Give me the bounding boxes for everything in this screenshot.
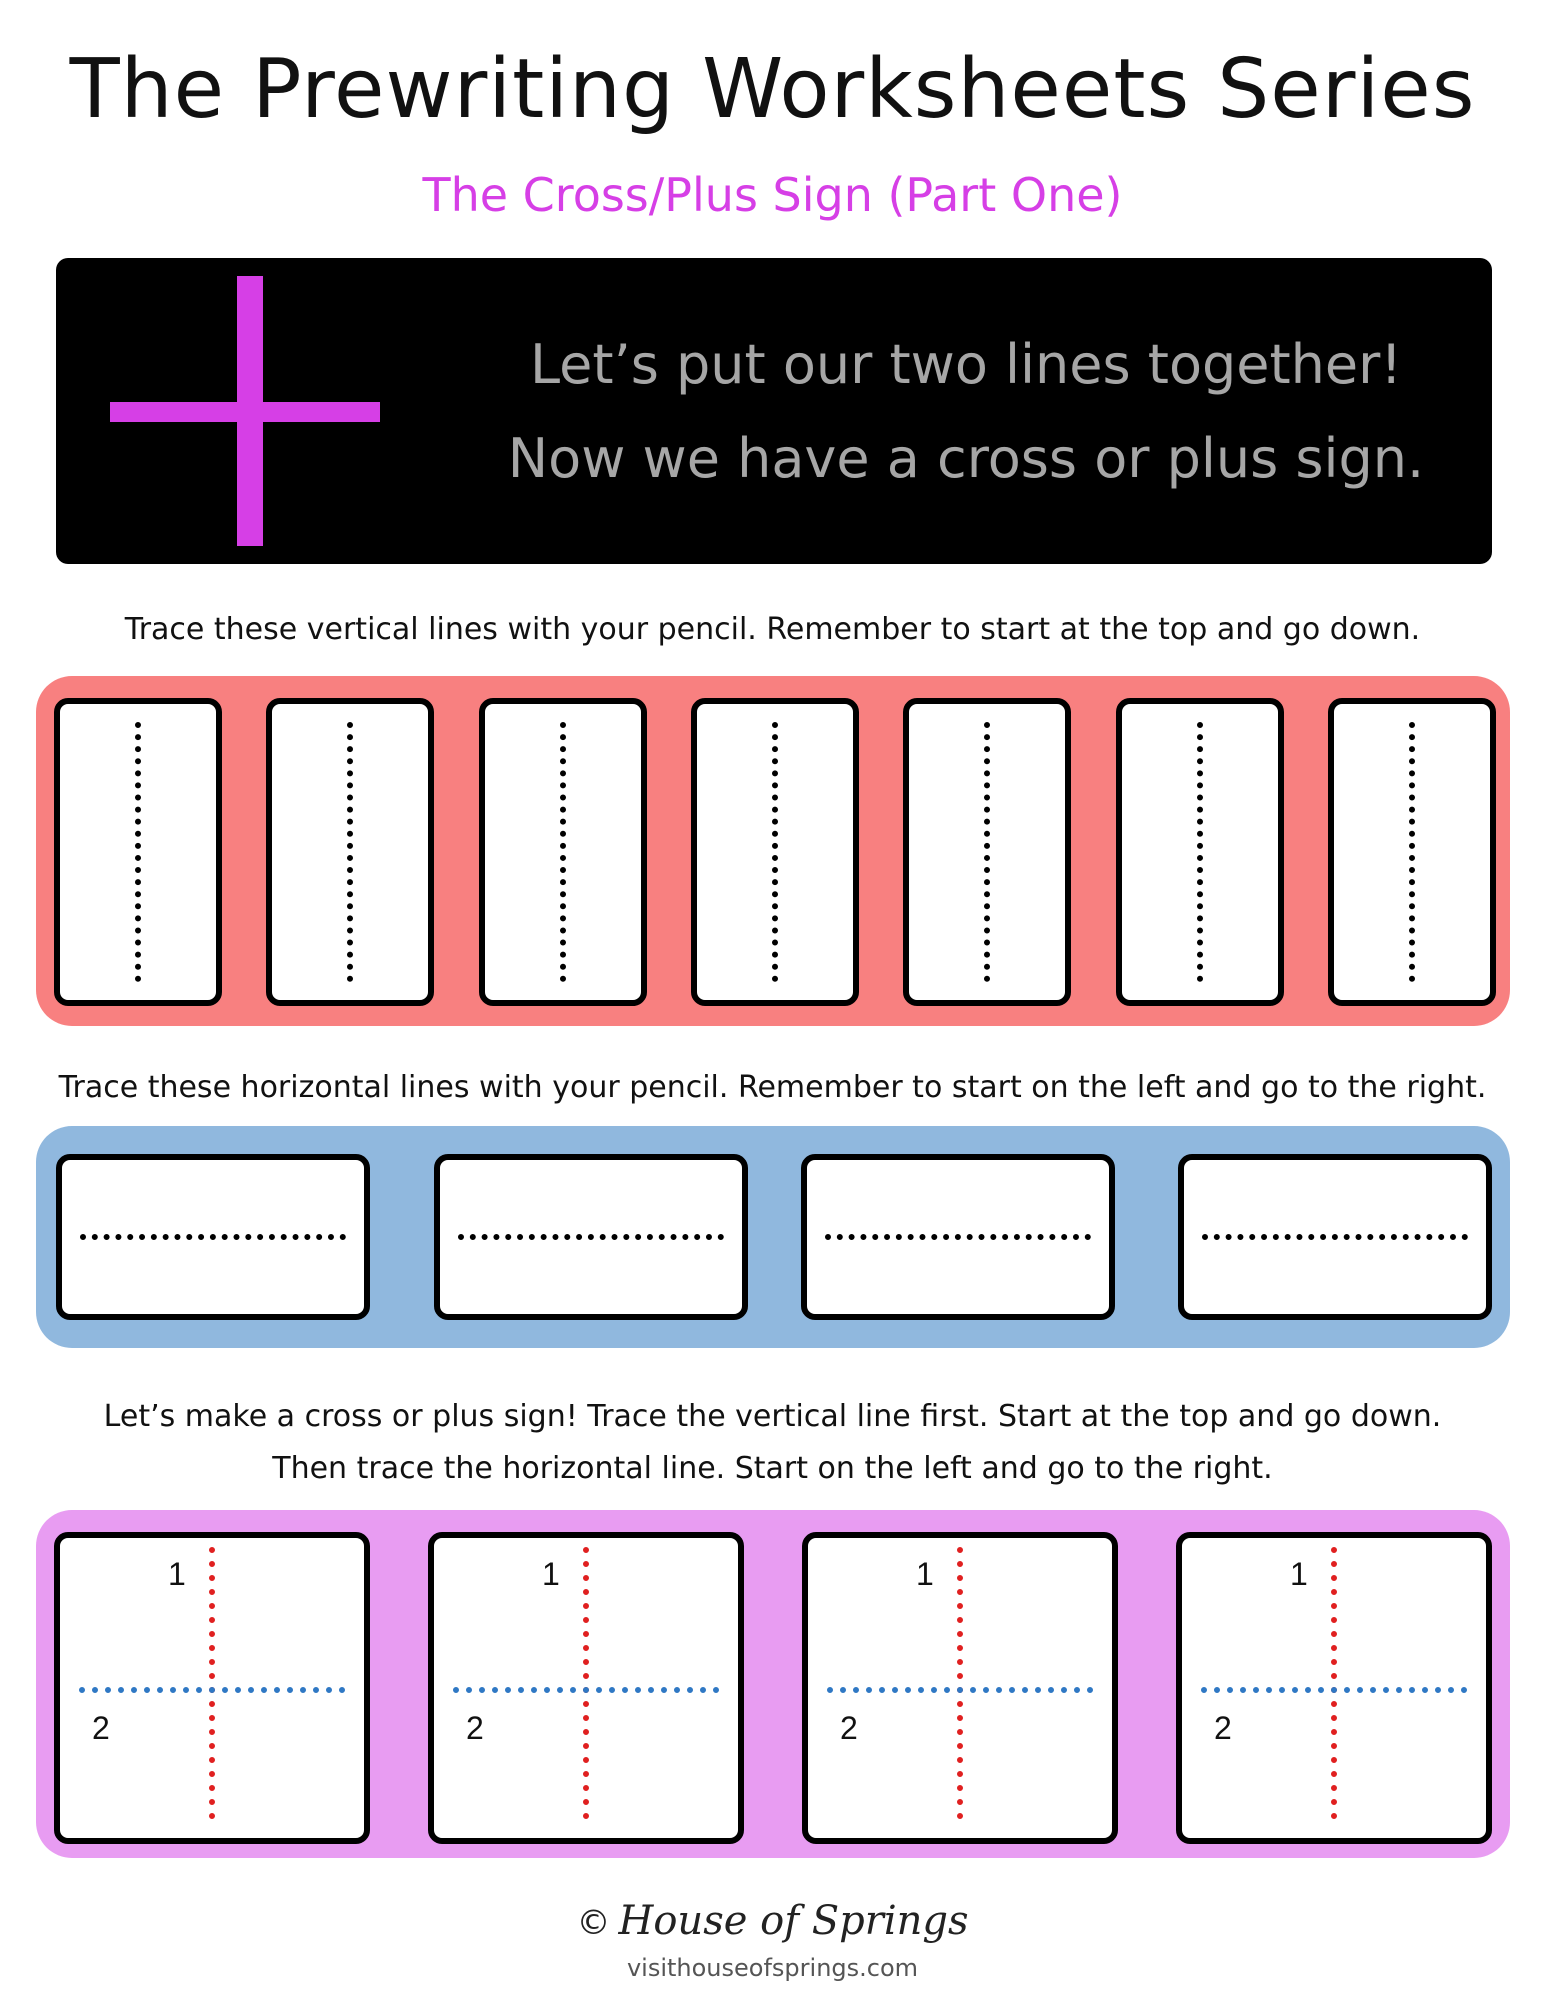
- horizontal-trace-card[interactable]: [1178, 1154, 1492, 1320]
- step-2-label: 2: [92, 1710, 110, 1746]
- cross-trace-card[interactable]: [802, 1532, 1118, 1844]
- banner-line-1: Let’s put our two lines together!: [530, 333, 1402, 396]
- vertical-dotted-line[interactable]: [135, 722, 141, 982]
- copyright-symbol: ©: [576, 1903, 611, 1943]
- vertical-dotted-line[interactable]: [347, 722, 353, 982]
- vertical-dotted-line[interactable]: [1409, 722, 1415, 982]
- cross-trace-card[interactable]: [54, 1532, 370, 1844]
- cross-trace-card[interactable]: [428, 1532, 744, 1844]
- horizontal-dotted-line[interactable]: [80, 1234, 346, 1240]
- cross-guide[interactable]: [60, 1538, 364, 1838]
- horizontal-dotted-line[interactable]: [825, 1234, 1091, 1240]
- cross-instruction: [0, 1391, 1545, 1495]
- cross-instruction-line-2: Then trace the horizontal line. Start on the left and go to the right.: [272, 1451, 1273, 1486]
- brand-logo: [0, 1898, 1545, 1944]
- step-2-label: 2: [840, 1710, 858, 1746]
- cross-trace-card[interactable]: [1176, 1532, 1492, 1844]
- plus-sign-icon: [110, 276, 400, 546]
- vertical-dotted-line[interactable]: [560, 722, 566, 982]
- step-2-label: 2: [466, 1710, 484, 1746]
- intro-banner: [56, 258, 1492, 564]
- horizontal-dotted-line[interactable]: [1202, 1234, 1468, 1240]
- banner-line-2: Now we have a cross or plus sign.: [507, 427, 1425, 490]
- vertical-trace-card[interactable]: [479, 698, 647, 1006]
- vertical-lines-band: [36, 676, 1510, 1026]
- vertical-trace-card[interactable]: [1328, 698, 1496, 1006]
- horizontal-lines-band: [36, 1126, 1510, 1348]
- vertical-trace-card[interactable]: [903, 698, 1071, 1006]
- vertical-trace-card[interactable]: [54, 698, 222, 1006]
- horizontal-instruction: Trace these horizontal lines with your pencil. Remember to start on the left and go to the right.: [58, 1070, 1487, 1105]
- step-1-label: 1: [916, 1556, 934, 1592]
- step-1-label: 1: [1290, 1556, 1308, 1592]
- horizontal-trace-card[interactable]: [801, 1154, 1115, 1320]
- banner-message: [476, 318, 1456, 506]
- cross-guide[interactable]: [808, 1538, 1112, 1838]
- page-subtitle: The Cross/Plus Sign (Part One): [422, 168, 1123, 222]
- horizontal-dotted-line[interactable]: [458, 1234, 724, 1240]
- horizontal-trace-card[interactable]: [56, 1154, 370, 1320]
- vertical-trace-card[interactable]: [1116, 698, 1284, 1006]
- cross-guide[interactable]: [434, 1538, 738, 1838]
- vertical-trace-card[interactable]: [266, 698, 434, 1006]
- cross-guide[interactable]: [1182, 1538, 1486, 1838]
- footer: [0, 1898, 1545, 1982]
- step-1-label: 1: [542, 1556, 560, 1592]
- vertical-dotted-line[interactable]: [1197, 722, 1203, 982]
- brand-name: House of Springs: [618, 1898, 969, 1944]
- cross-instruction-line-1: Let’s make a cross or plus sign! Trace the vertical line first. Start at the top and go down.: [103, 1399, 1442, 1434]
- page-title: The Prewriting Worksheets Series: [69, 42, 1476, 137]
- vertical-trace-card[interactable]: [691, 698, 859, 1006]
- website-url[interactable]: visithouseofsprings.com: [626, 1954, 919, 1982]
- horizontal-trace-card[interactable]: [434, 1154, 748, 1320]
- cross-band: [36, 1510, 1510, 1858]
- step-2-label: 2: [1214, 1710, 1232, 1746]
- step-1-label: 1: [168, 1556, 186, 1592]
- vertical-instruction: Trace these vertical lines with your pencil. Remember to start at the top and go down.: [124, 612, 1421, 647]
- vertical-dotted-line[interactable]: [984, 722, 990, 982]
- vertical-dotted-line[interactable]: [772, 722, 778, 982]
